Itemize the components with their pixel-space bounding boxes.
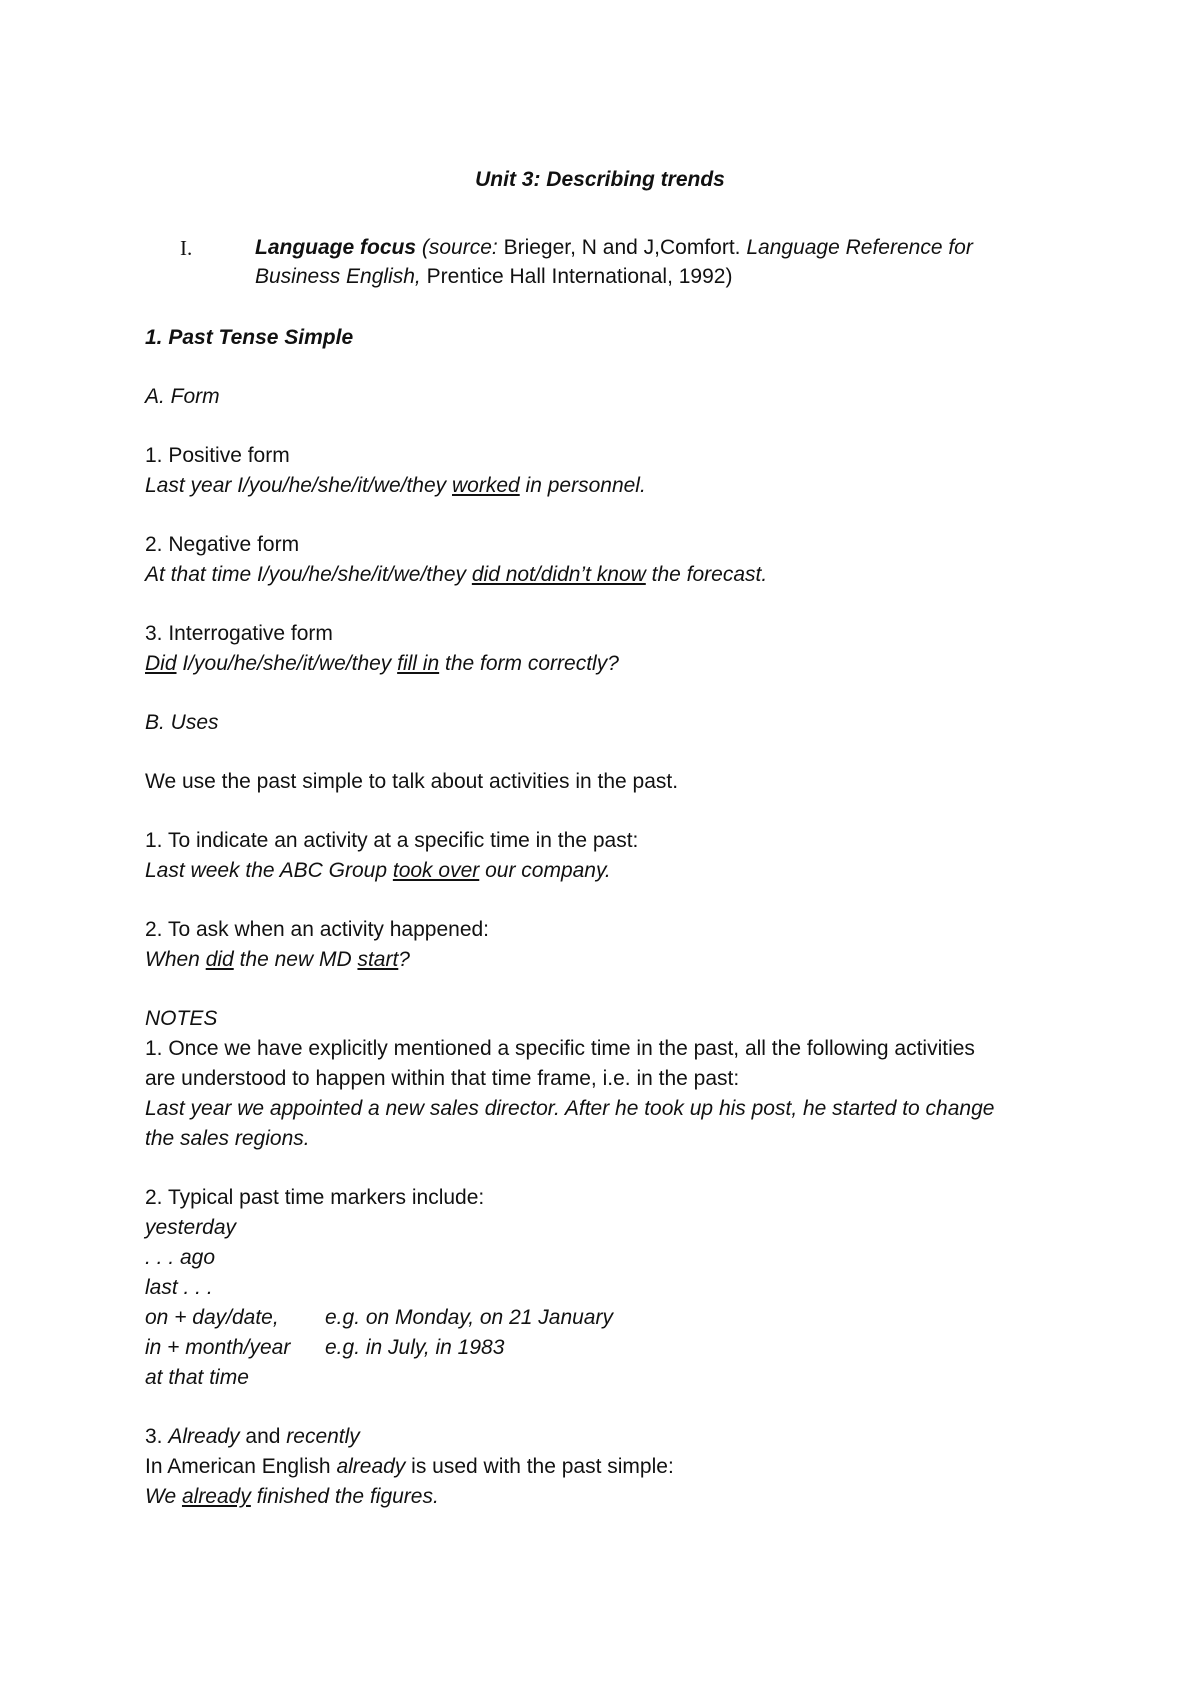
- interrogative-mid: I/you/he/she/it/we/they: [176, 652, 398, 675]
- positive-verb: worked: [452, 474, 520, 497]
- marker-item: at that time: [145, 1366, 249, 1389]
- use1-verb: took over: [392, 859, 480, 882]
- notes-heading: NOTES: [145, 1007, 218, 1030]
- use2-example: [145, 945, 410, 975]
- negative-post: the forecast.: [645, 563, 768, 586]
- interrogative-aux: Did: [145, 652, 177, 675]
- negative-pre: At that time I/you/he/she/it/we/they: [145, 563, 472, 586]
- note3-example-word: already: [181, 1485, 251, 1508]
- note3-line-pre: In American English: [145, 1455, 337, 1478]
- marker-item: . . . ago: [145, 1246, 216, 1269]
- interrogative-verb: fill in: [397, 652, 440, 675]
- source-book-1: Language Reference for: [746, 236, 973, 259]
- use2-post: ?: [398, 948, 410, 971]
- interrogative-example: [145, 649, 619, 679]
- use2-mid: the new MD: [233, 948, 358, 971]
- note1-example-1: Last year we appointed a new sales director. After he took up his post, he started to change: [145, 1097, 995, 1120]
- negative-label: 2. Negative form: [145, 533, 300, 556]
- uses-intro: We use the past simple to talk about activities in the past.: [145, 770, 679, 793]
- note2-label: 2. Typical past time markers include:: [145, 1186, 485, 1209]
- use1-pre: Last week the ABC Group: [145, 859, 393, 882]
- use2-verb: start: [357, 948, 399, 971]
- note3-recently: recently: [286, 1425, 360, 1448]
- tense-heading: 1. Past Tense Simple: [145, 326, 354, 349]
- note3-line: [145, 1452, 674, 1482]
- marker-item-in: [145, 1333, 504, 1363]
- marker-in-example: e.g. in July, in 1983: [325, 1336, 505, 1359]
- marker-item-on: [145, 1303, 613, 1333]
- use2-aux: did: [205, 948, 234, 971]
- form-heading: A. Form: [145, 385, 220, 408]
- use2-label: 2. To ask when an activity happened:: [145, 918, 490, 941]
- positive-pre: Last year I/you/he/she/it/we/they: [145, 474, 453, 497]
- marker-on-example: e.g. on Monday, on 21 January: [325, 1306, 613, 1329]
- source-book-2: Business English,: [255, 265, 421, 288]
- marker-item: last . . .: [145, 1276, 213, 1299]
- note1-line-1: 1. Once we have explicitly mentioned a specific time in the past, all the following activities: [145, 1037, 975, 1060]
- source-open: (source:: [421, 236, 498, 259]
- note3-example: [145, 1482, 439, 1512]
- interrogative-post: the form correctly?: [439, 652, 619, 675]
- note3-num: 3.: [145, 1425, 169, 1448]
- marker-in: in + month/year: [145, 1336, 291, 1359]
- section-heading-line-1: [255, 233, 973, 263]
- marker-item: yesterday: [145, 1216, 237, 1239]
- positive-example: [145, 471, 646, 501]
- note3-already: Already: [168, 1425, 240, 1448]
- negative-example: [145, 560, 767, 590]
- note1-line-2: are understood to happen within that time frame, i.e. in the past:: [145, 1067, 740, 1090]
- use1-post: our company.: [479, 859, 611, 882]
- uses-heading: B. Uses: [145, 711, 219, 734]
- positive-label: 1. Positive form: [145, 444, 290, 467]
- source-publisher: Prentice Hall International, 1992): [426, 265, 733, 288]
- note3-and: and: [239, 1425, 287, 1448]
- interrogative-label: 3. Interrogative form: [145, 622, 333, 645]
- note3-example-post: finished the figures.: [250, 1485, 439, 1508]
- note3-heading: [145, 1422, 360, 1452]
- section-heading-line-2: [255, 262, 732, 292]
- positive-post: in personnel.: [519, 474, 646, 497]
- source-authors: Brieger, N and J,Comfort.: [503, 236, 741, 259]
- marker-on: on + day/date,: [145, 1306, 279, 1329]
- section-numeral: I.: [180, 236, 193, 260]
- note3-example-pre: We: [145, 1485, 182, 1508]
- note3-line-post: is used with the past simple:: [405, 1455, 674, 1478]
- use1-example: [145, 856, 611, 886]
- page-title: Unit 3: Describing trends: [475, 168, 725, 191]
- use1-label: 1. To indicate an activity at a specific time in the past:: [145, 829, 639, 852]
- note1-example-2: the sales regions.: [145, 1127, 310, 1150]
- section-label: Language focus: [255, 236, 417, 259]
- negative-verb: did not/didn’t know: [471, 563, 646, 586]
- note3-line-word: already: [336, 1455, 406, 1478]
- use2-pre: When: [145, 948, 206, 971]
